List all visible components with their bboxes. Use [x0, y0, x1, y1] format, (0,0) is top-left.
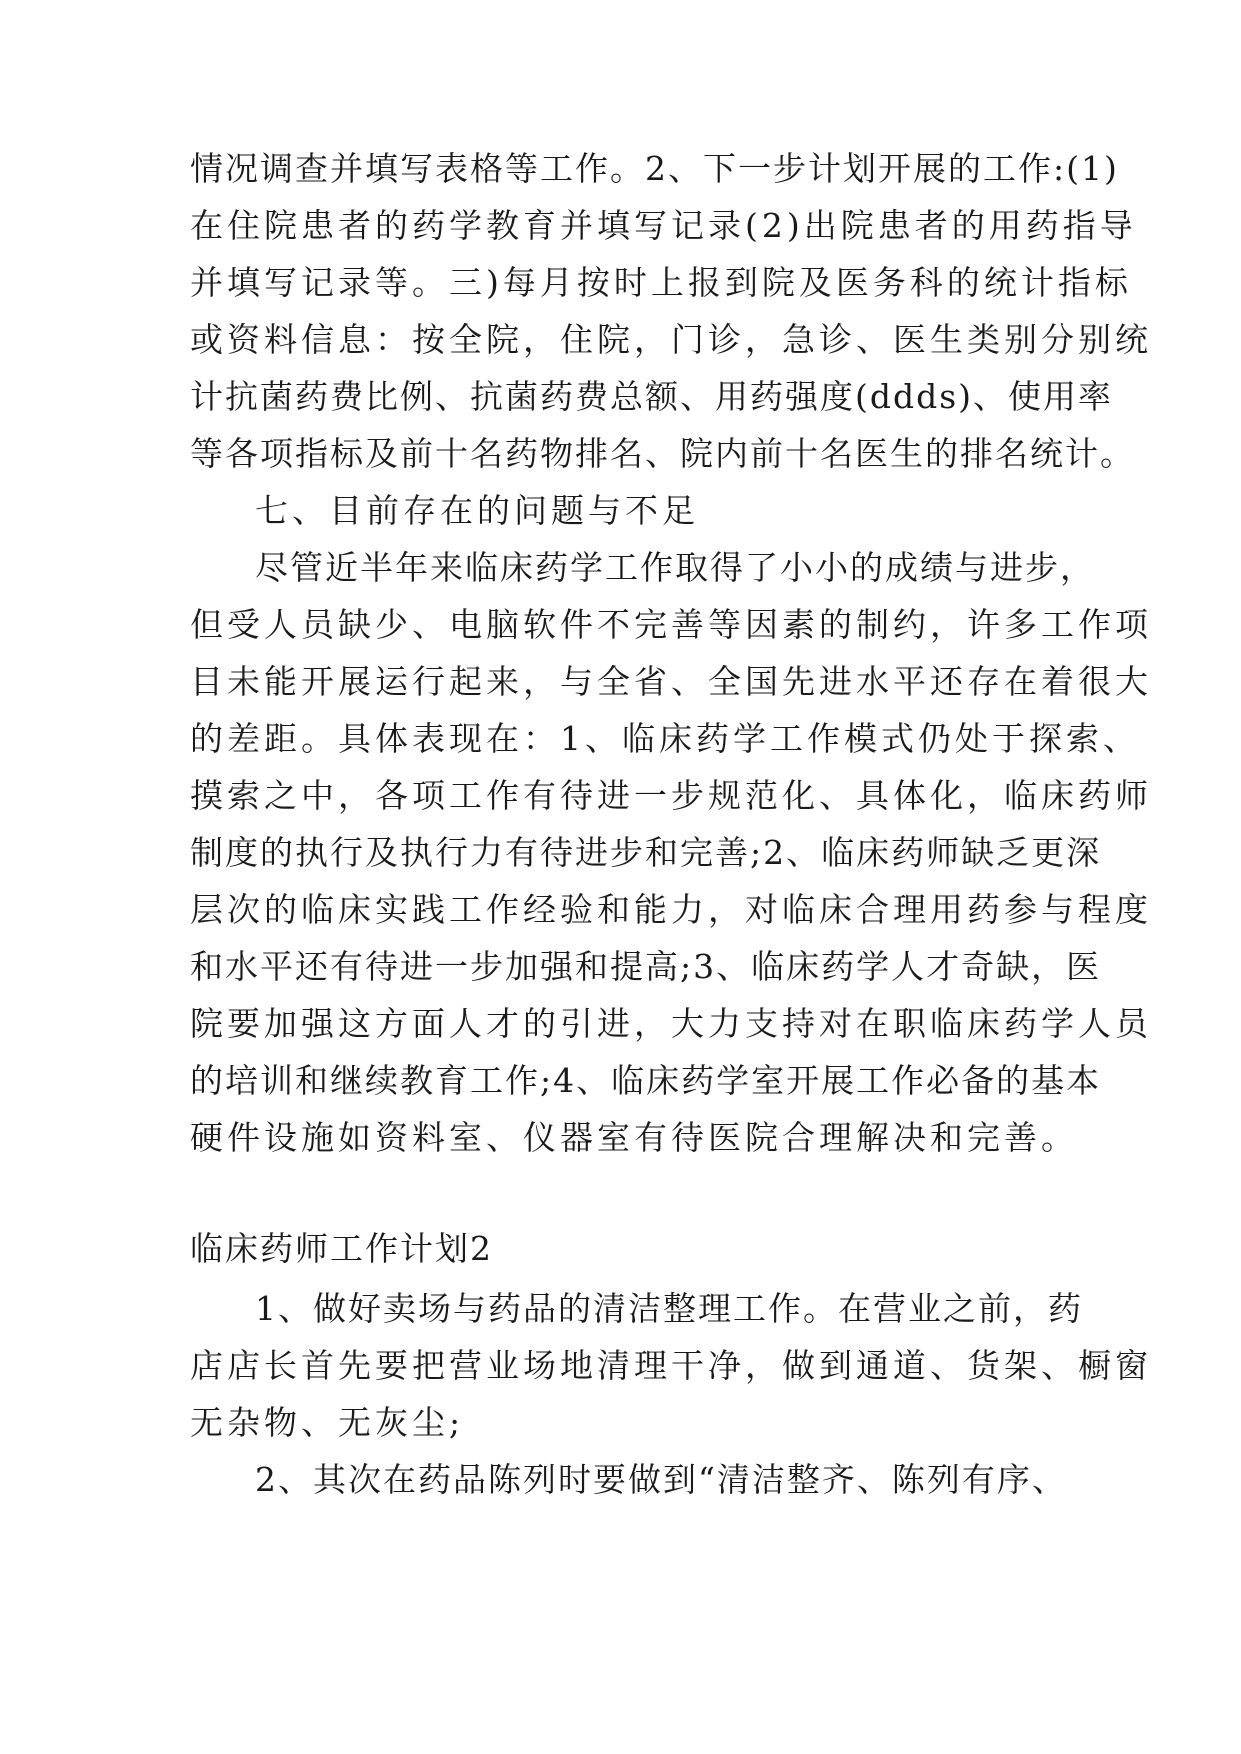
paragraph-line: 1、做好卖场与药品的清洁整理工作。在营业之前，药	[255, 1289, 1083, 1328]
paragraph-line: 并填写记录等。三)每月按时上报到院及医务科的统计指标	[190, 263, 1132, 302]
paragraph-line: 情况调查并填写表格等工作。2、下一步计划开展的工作:(1)	[190, 149, 1119, 188]
paragraph-line: 无杂物、无灰尘;	[190, 1403, 465, 1442]
paragraph-line: 的差距。具体表现在：1、临床药学工作模式仍处于探索、	[190, 719, 1140, 758]
paragraph-line: 等各项指标及前十名药物排名、院内前十名医生的排名统计。	[190, 434, 1135, 473]
paragraph-line: 院要加强这方面人才的引进，大力支持对在职临床药学人员	[190, 1004, 1152, 1043]
paragraph-line: 或资料信息：按全院，住院，门诊，急诊、医生类别分别统	[190, 320, 1152, 359]
paragraph-line: 但受人员缺少、电脑软件不完善等因素的制约，许多工作项	[190, 605, 1152, 644]
document-title: 临床药师工作计划2	[190, 1229, 493, 1268]
paragraph-line: 硬件设施如资料室、仪器室有待医院合理解决和完善。	[190, 1118, 1078, 1157]
paragraph-line: 2、其次在药品陈列时要做到“清洁整齐、陈列有序、	[255, 1460, 1067, 1499]
section-heading: 七、目前存在的问题与不足	[255, 491, 699, 530]
paragraph-line: 在住院患者的药学教育并填写记录(2)出院患者的用药指导	[190, 206, 1137, 245]
paragraph-line: 尽管近半年来临床药学工作取得了小小的成绩与进步，	[255, 548, 1095, 587]
paragraph-line: 制度的执行及执行力有待进步和完善;2、临床药师缺乏更深	[190, 833, 1102, 872]
paragraph-line: 和水平还有待进一步加强和提高;3、临床药学人才奇缺，医	[190, 947, 1102, 986]
paragraph-line: 的培训和继续教育工作;4、临床药学室开展工作必备的基本	[190, 1061, 1102, 1100]
paragraph-line: 店店长首先要把营业场地清理干净，做到通道、货架、橱窗	[190, 1346, 1152, 1385]
paragraph-line: 层次的临床实践工作经验和能力，对临床合理用药参与程度	[190, 890, 1152, 929]
paragraph-line: 摸索之中，各项工作有待进一步规范化、具体化，临床药师	[190, 776, 1152, 815]
paragraph-line: 计抗菌药费比例、抗菌药费总额、用药强度(ddds)、使用率	[190, 377, 1114, 416]
paragraph-line: 目未能开展运行起来，与全省、全国先进水平还存在着很大	[190, 662, 1152, 701]
